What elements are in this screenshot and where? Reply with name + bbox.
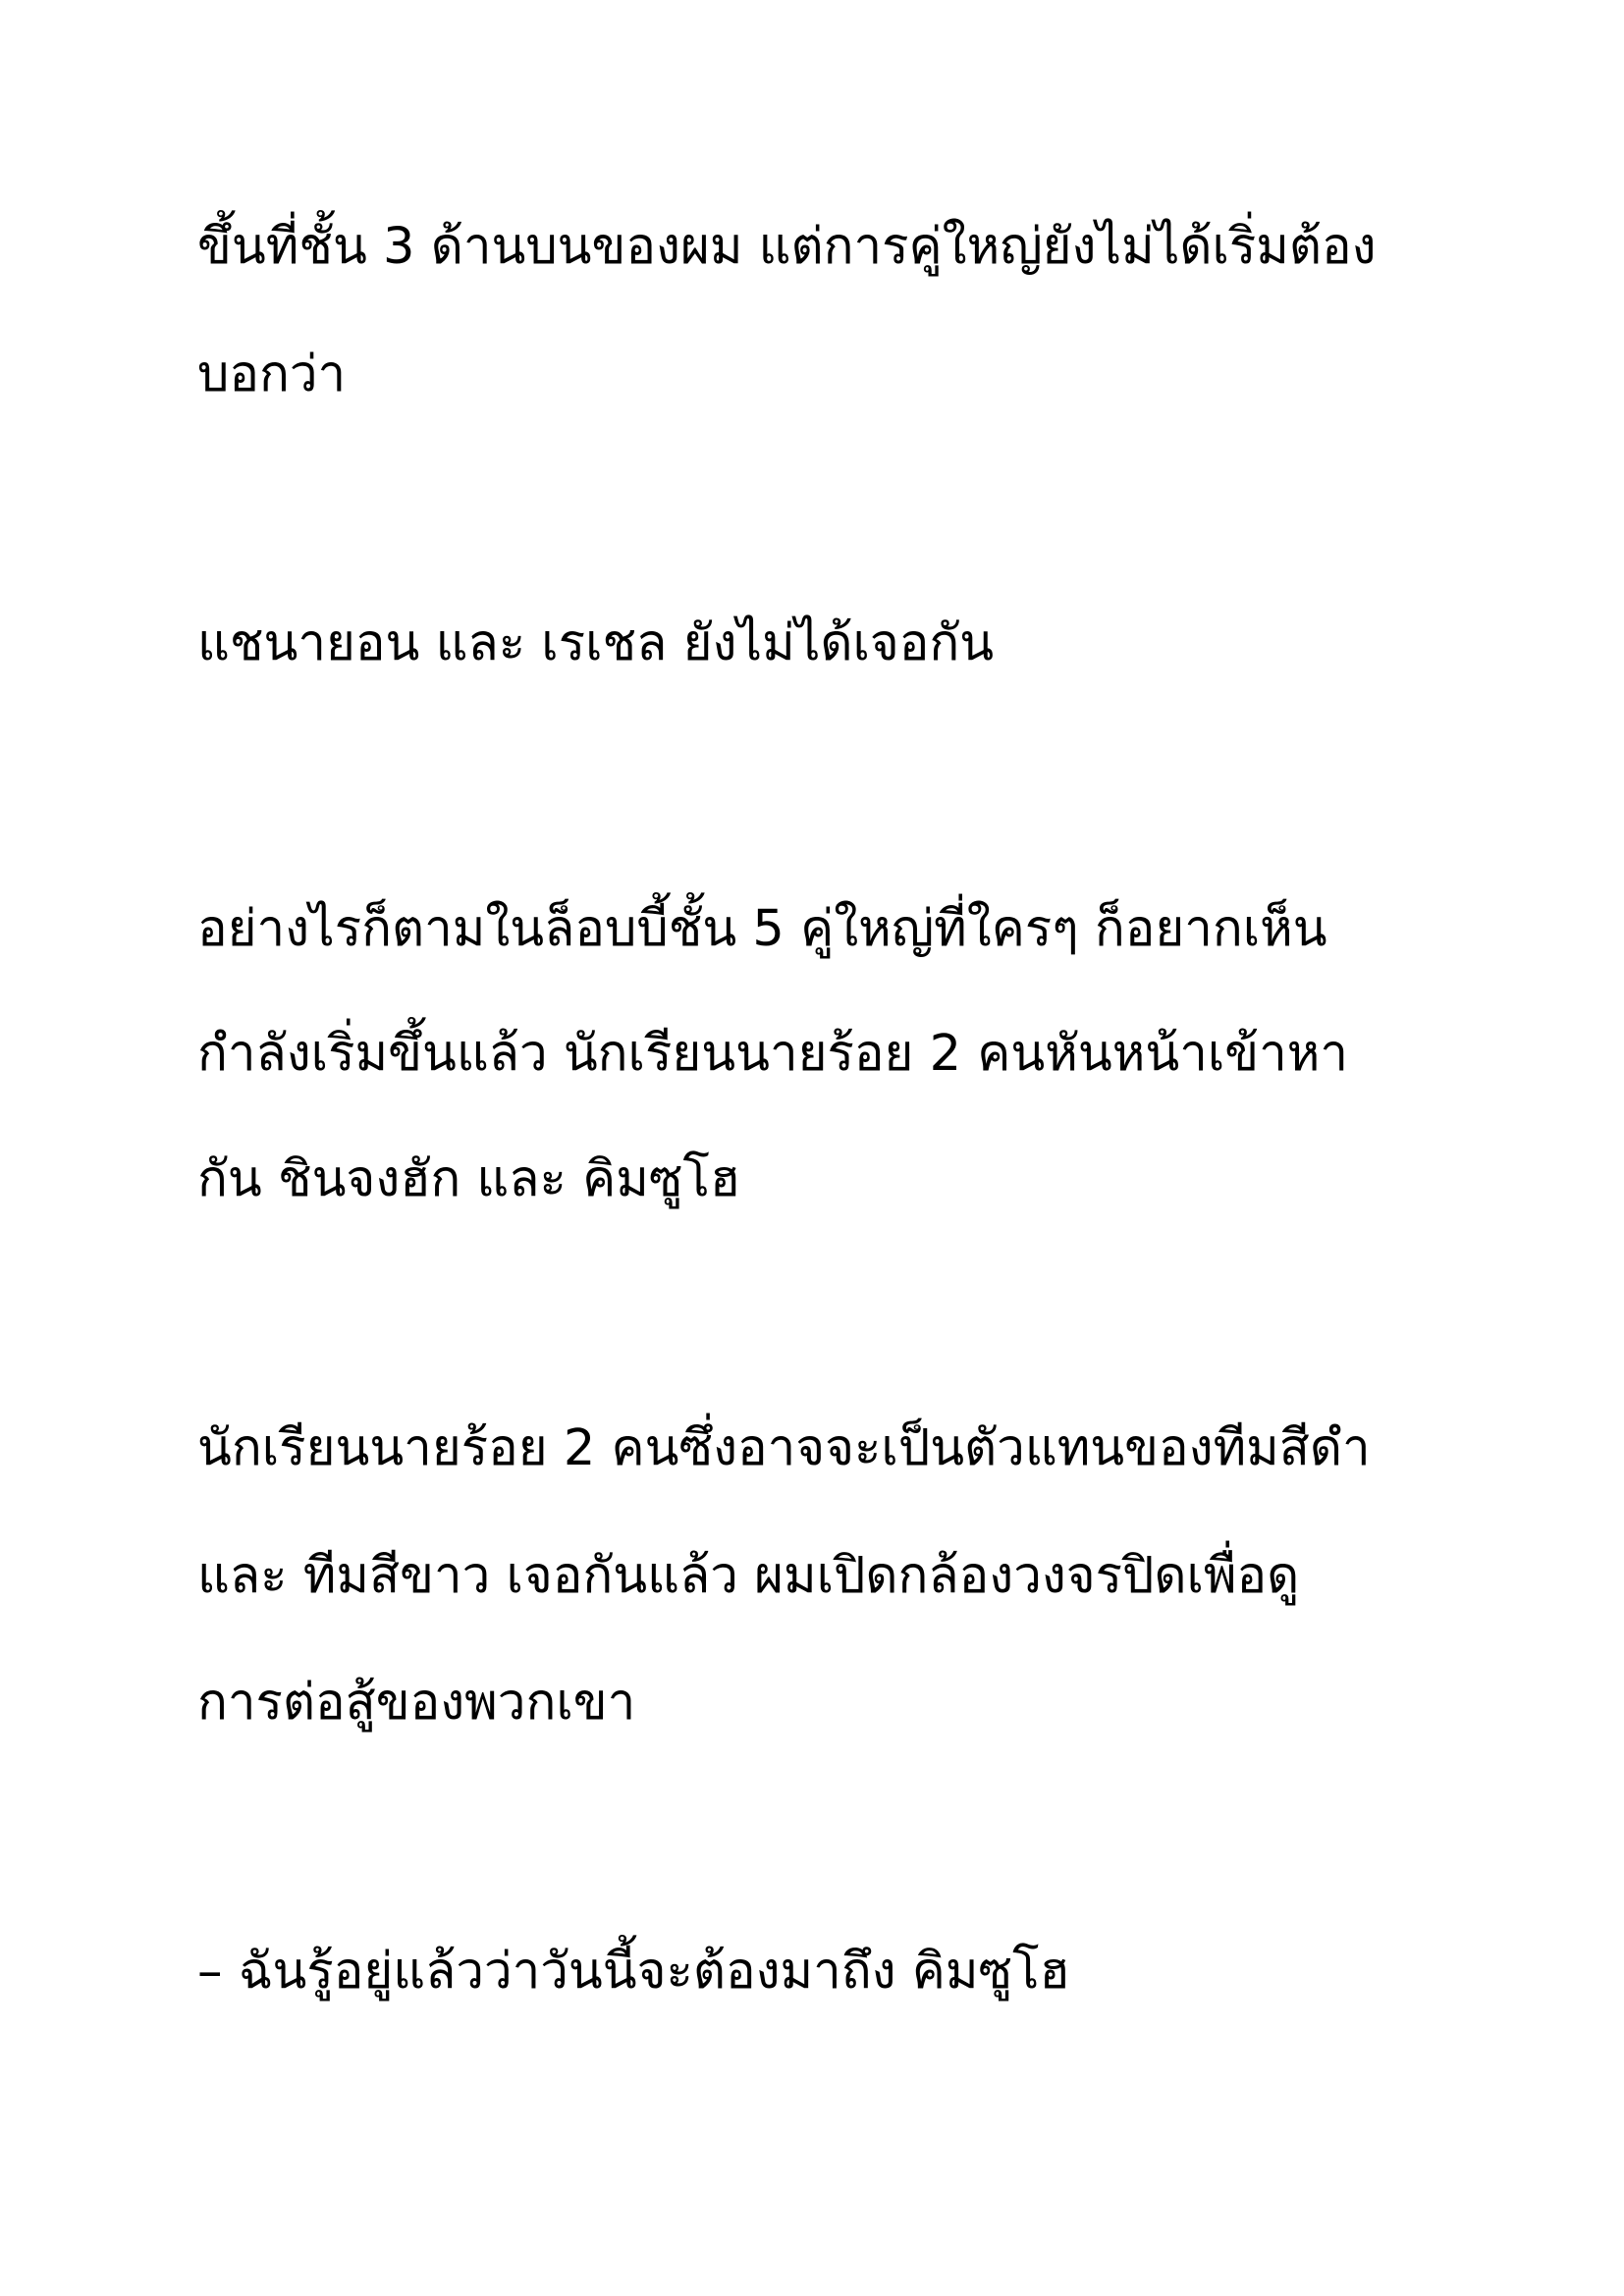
text-line: กำลังเริ่มขึ้นแล้ว นักเรียนนายร้อย 2 คนหันหน้าเข้าหา	[197, 1025, 1349, 1083]
text-line: กัน ชินจงฮัก และ คิมซูโฮ	[197, 1150, 741, 1208]
text-line: ขึ้นที่ชั้น 3 ด้านบนของผม แต่การคู่ใหญ่ยังไม่ได้เริ่มต้อง	[197, 218, 1377, 276]
text-line: และ ทีมสีขาว เจอกันแล้ว ผมเปิดกล้องวงจรปิดเพื่อดู	[197, 1547, 1300, 1605]
text-line: แชนายอน และ เรเชล ยังไม่ได้เจอกัน	[197, 614, 995, 672]
text-line: บอกว่า	[197, 346, 347, 403]
text-line: การต่อสู้ของพวกเขา	[197, 1674, 636, 1732]
text-line: – ฉันรู้อยู่แล้วว่าวันนี้จะต้องมาถึง คิมซูโฮ	[197, 1943, 1070, 2001]
text-line: นักเรียนนายร้อย 2 คนซึ่งอาจจะเป็นตัวแทนของทีมสีดำ	[197, 1419, 1371, 1477]
text-line: อย่างไรก็ตามในล็อบบี้ชั้น 5 คู่ใหญ่ที่ใครๆ ก็อยากเห็น	[197, 900, 1327, 958]
